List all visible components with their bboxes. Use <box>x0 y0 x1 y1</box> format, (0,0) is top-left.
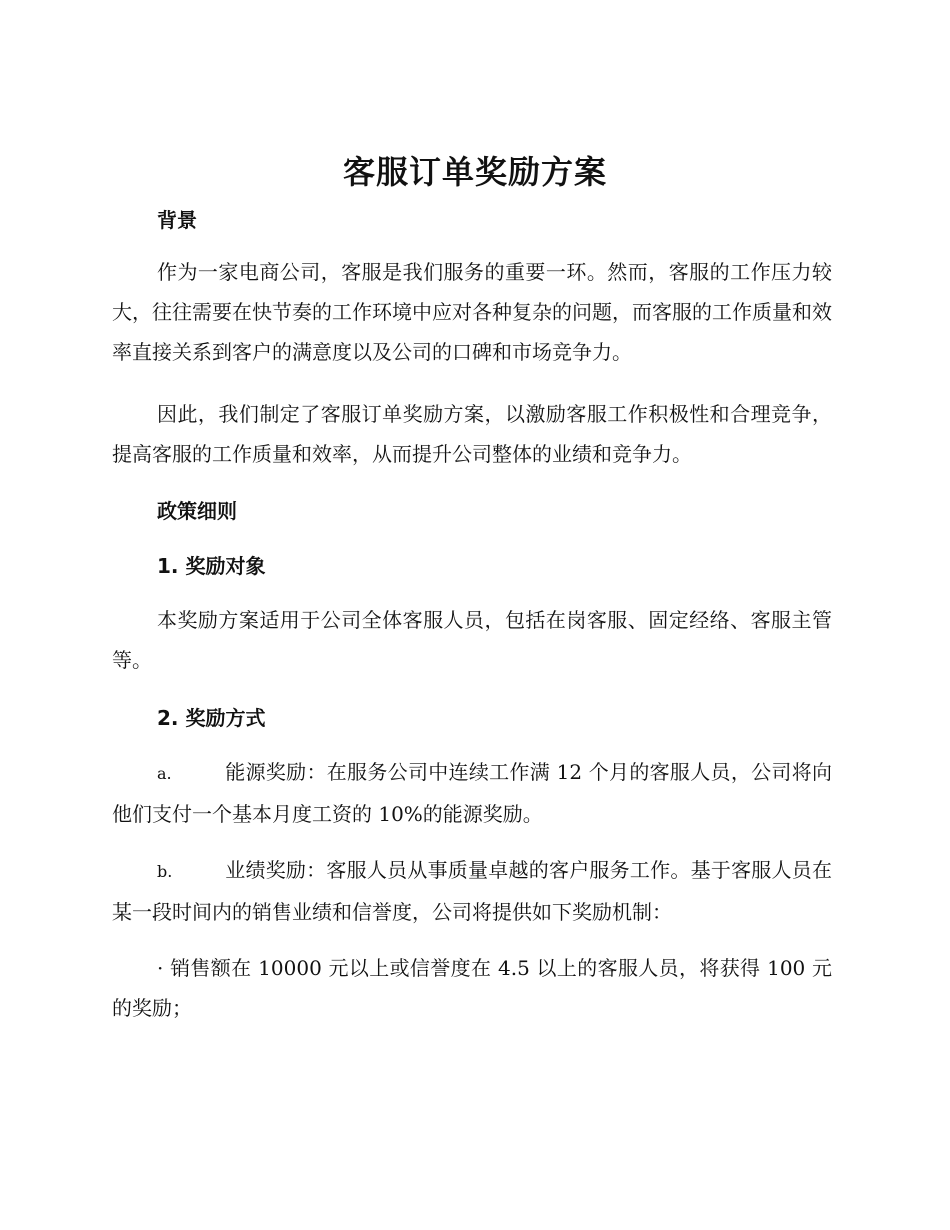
heading-policy: 政策细则 <box>157 499 237 523</box>
bullet-item-1: · 销售额在 10000 元以上或信誉度在 4.5 以上的客服人员，将获得 100 元的奖励； <box>112 956 832 1020</box>
document-title: 客服订单奖励方案 <box>342 153 607 191</box>
list-marker-a: a. <box>157 764 172 783</box>
heading-background: 背景 <box>157 208 197 232</box>
list-item-b-text: 业绩奖励：客服人员从事质量卓越的客户服务工作。基于客服人员在某一段时间内的销售业绩和信誉度，公司将提供如下奖励机制： <box>112 858 832 924</box>
paragraph-background-2: 因此，我们制定了客服订单奖励方案，以激励客服工作积极性和合理竞争，提高客服的工作质量和效率，从而提升公司整体的业绩和竞争力。 <box>112 402 832 466</box>
list-marker-b: b. <box>157 862 173 881</box>
list-item-a <box>112 752 832 834</box>
list-item-a-text: 能源奖励：在服务公司中连续工作满 12 个月的客服人员，公司将向他们支付一个基本月度工资的 10%的能源奖励。 <box>112 760 832 826</box>
heading-reward-target: 1. 奖励对象 <box>157 554 266 578</box>
paragraph-background-1: 作为一家电商公司，客服是我们服务的重要一环。然而，客服的工作压力较大，往往需要在快节奏的工作环境中应对各种复杂的问题，而客服的工作质量和效率直接关系到客户的满意度以及公司的口碑和市场竞争力。 <box>112 260 832 364</box>
paragraph-reward-target: 本奖励方案适用于公司全体客服人员，包括在岗客服、固定经络、客服主管等。 <box>112 608 832 672</box>
heading-reward-method: 2. 奖励方式 <box>157 706 266 730</box>
list-item-b <box>112 850 832 932</box>
